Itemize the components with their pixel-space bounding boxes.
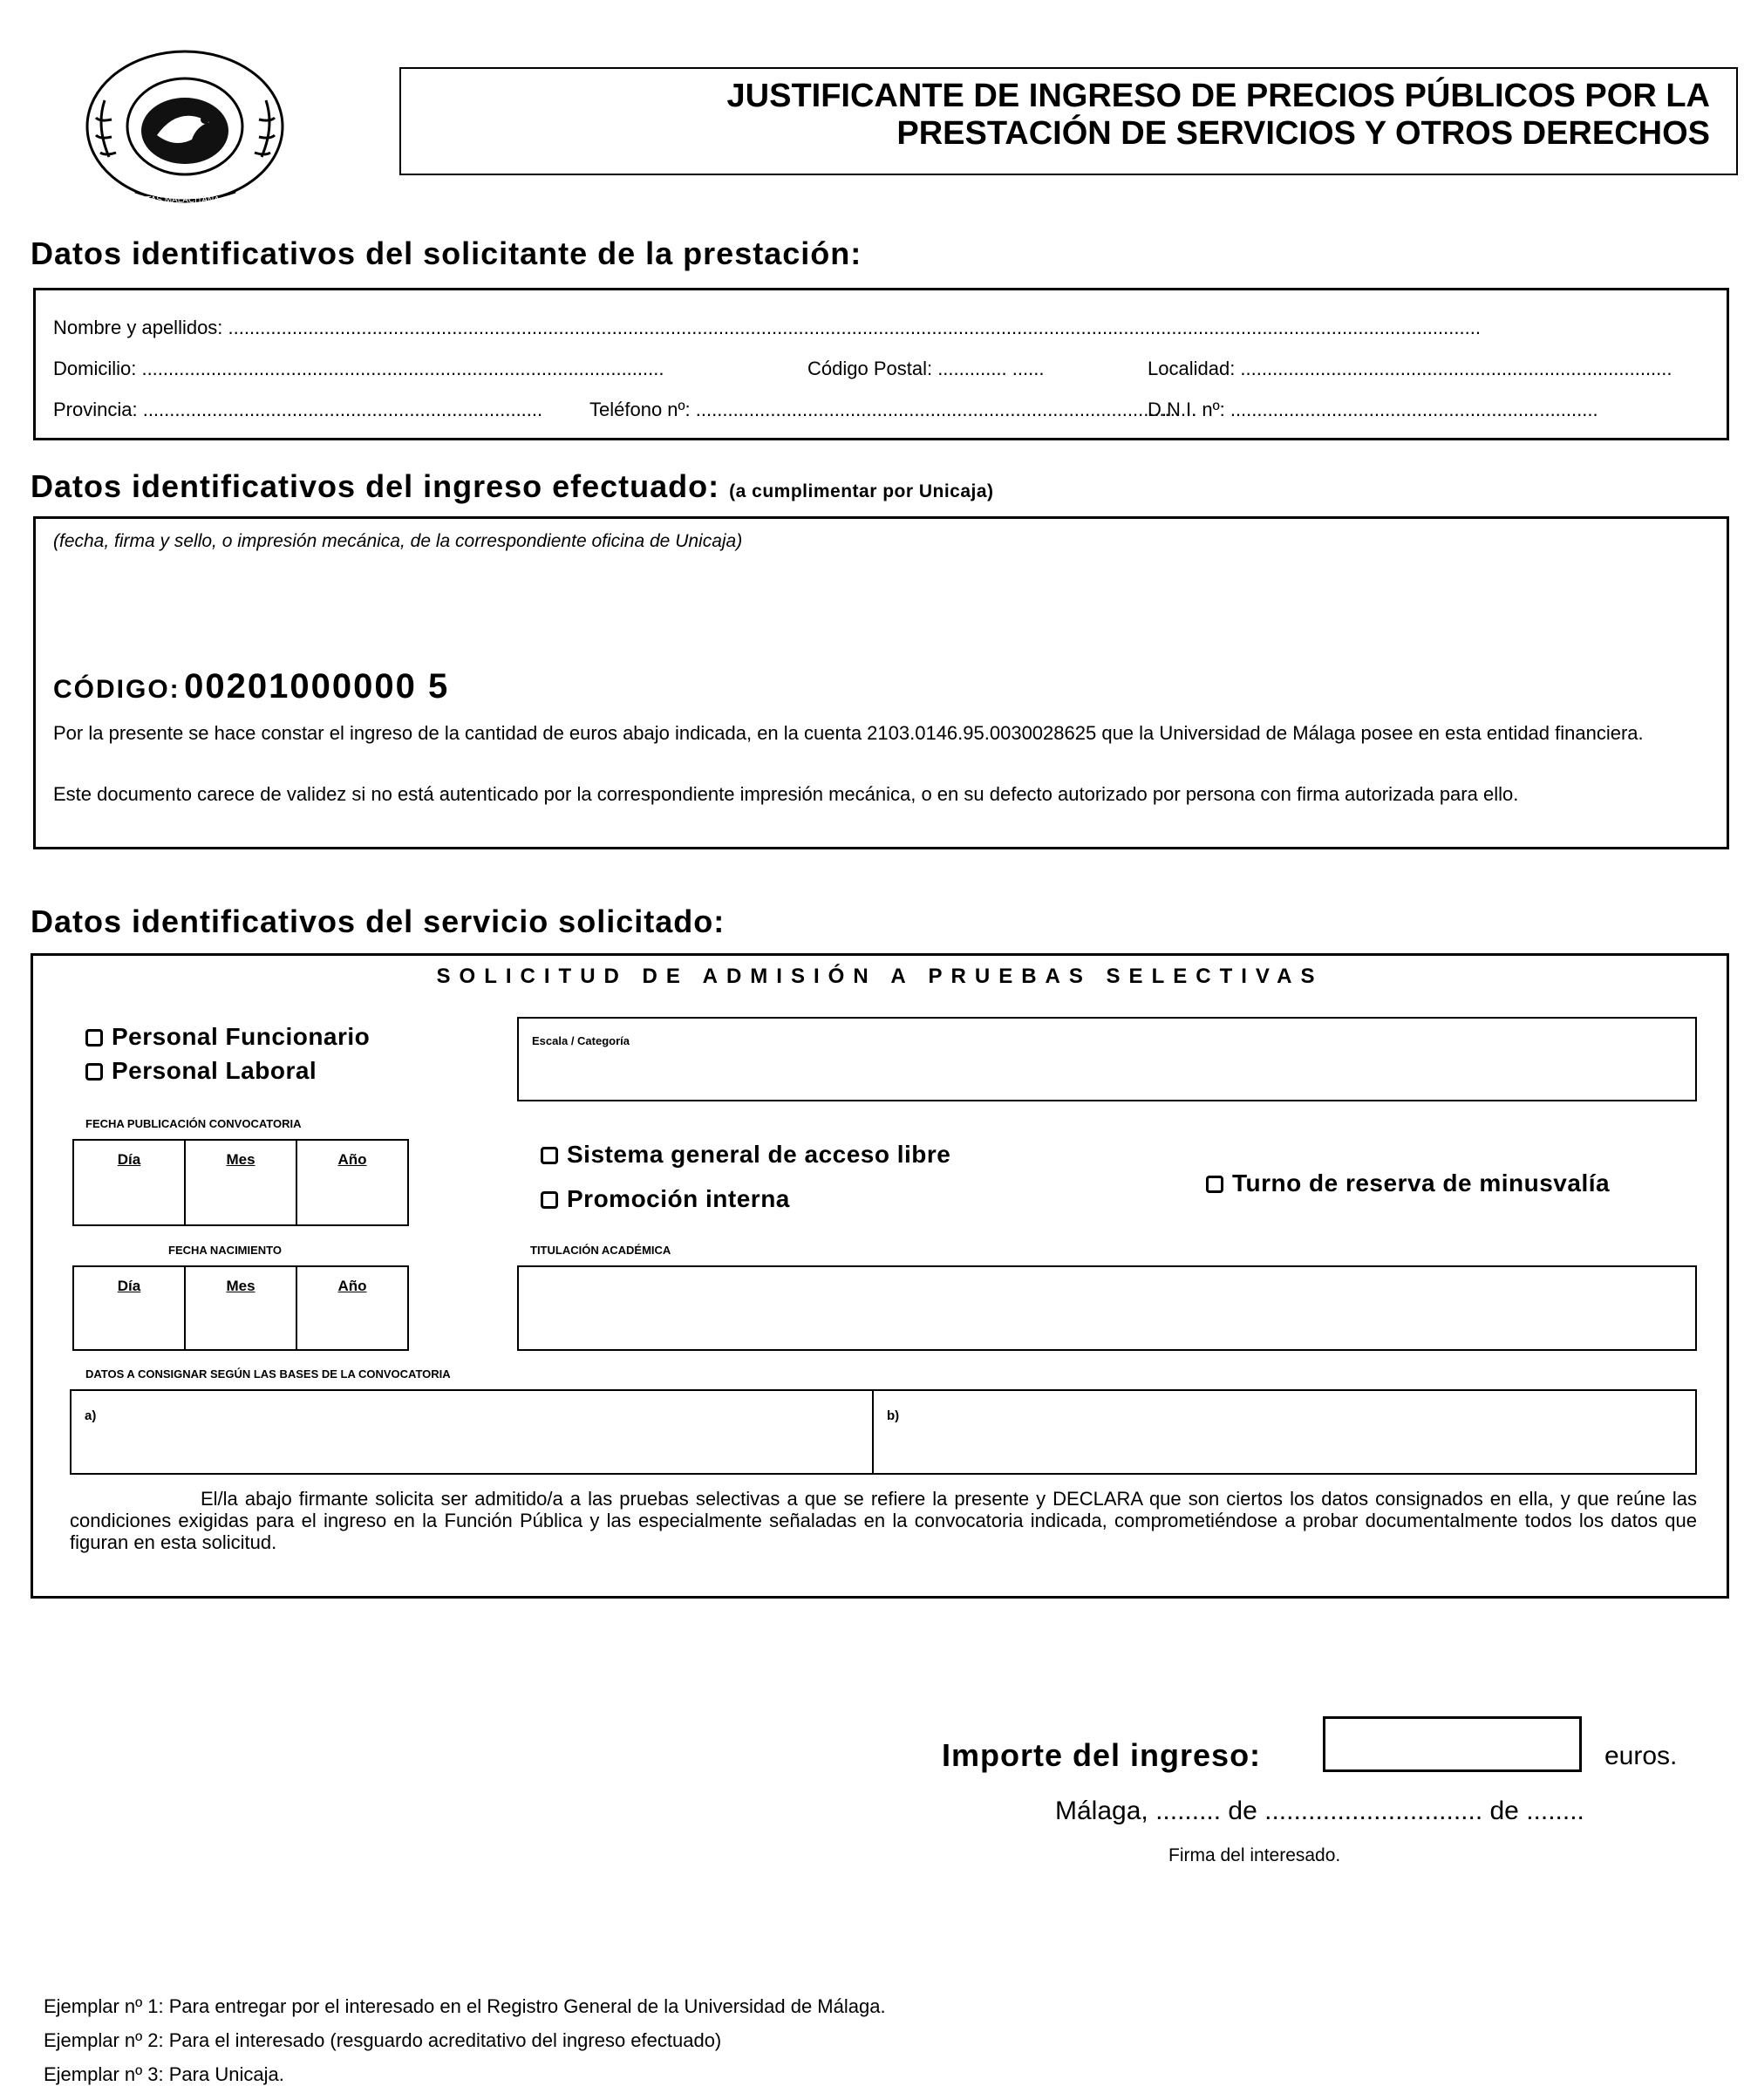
personal-laboral-option[interactable] bbox=[85, 1057, 317, 1085]
title-box bbox=[399, 67, 1738, 175]
field-b-box[interactable] bbox=[872, 1389, 1697, 1475]
payment-heading-text: Datos identificativos del ingreso efectuado: bbox=[31, 468, 720, 504]
payment-heading-note: (a cumplimentar por Unicaja) bbox=[729, 481, 994, 501]
nac-dia-label: Día bbox=[117, 1278, 141, 1294]
declaration-text: El/la abajo firmante solicita ser admitido/a a las pruebas selectivas a que se refiere la presente y DECLARA que son ciertos los datos consignados en ella, y que reúne las condiciones exigidas para el ingreso en la Función Pública y las especialmente señaladas en la convocatoria indicada, comprometiéndose a probar documentalmente todos los datos que figuran en esta solicitud. bbox=[70, 1488, 1697, 1553]
sistema-general-option[interactable] bbox=[541, 1141, 950, 1169]
seal-emblem-icon bbox=[83, 48, 288, 205]
applicant-box bbox=[33, 288, 1729, 440]
malaga-date-line[interactable]: Málaga, ......... de .............................. de ........ bbox=[1055, 1797, 1584, 1825]
ejemplar-1: Ejemplar nº 1: Para entregar por el interesado en el Registro General de la Universidad de Málaga. bbox=[44, 1995, 886, 2017]
personal-funcionario-checkbox[interactable] bbox=[85, 1029, 103, 1047]
field-a-box[interactable] bbox=[70, 1389, 874, 1475]
pub-ano-label: Año bbox=[337, 1151, 367, 1168]
promocion-interna-option[interactable] bbox=[541, 1185, 790, 1213]
personal-laboral-label: Personal Laboral bbox=[112, 1057, 317, 1084]
payment-heading bbox=[31, 468, 994, 505]
codigo-value: 00201000000 5 bbox=[184, 667, 450, 706]
personal-funcionario-label: Personal Funcionario bbox=[112, 1023, 371, 1050]
nac-dia-cell[interactable] bbox=[72, 1265, 186, 1351]
personal-laboral-checkbox[interactable] bbox=[85, 1063, 103, 1081]
turno-reserva-option[interactable] bbox=[1206, 1169, 1610, 1197]
turno-reserva-checkbox[interactable] bbox=[1206, 1176, 1223, 1193]
personal-funcionario-option[interactable] bbox=[85, 1023, 370, 1051]
sistema-general-label: Sistema general de acceso libre bbox=[567, 1141, 951, 1168]
dni-field[interactable]: D.N.I. nº: ..................................................................... bbox=[1148, 399, 1598, 420]
datos-consignar-label: DATOS A CONSIGNAR SEGÚN LAS BASES DE LA CONVOCATORIA bbox=[85, 1367, 451, 1381]
university-seal bbox=[83, 48, 288, 205]
firma-label: Firma del interesado. bbox=[1168, 1845, 1341, 1865]
nac-ano-label: Año bbox=[337, 1278, 367, 1294]
ejemplar-2: Ejemplar nº 2: Para el interesado (resguardo acreditativo del ingreso efectuado) bbox=[44, 2029, 722, 2051]
service-heading: Datos identificativos del servicio solicitado: bbox=[31, 903, 726, 939]
turno-reserva-label: Turno de reserva de minusvalía bbox=[1232, 1169, 1611, 1197]
field-b-label: b) bbox=[887, 1408, 900, 1423]
telefono-field[interactable]: Teléfono nº: .............................................................................................. bbox=[589, 399, 1197, 420]
seal-text: UNIVERSITAS MALACITANA bbox=[105, 195, 220, 205]
pub-ano-cell[interactable] bbox=[296, 1139, 409, 1226]
applicant-heading: Datos identificativos del solicitante de la prestación: bbox=[31, 235, 862, 271]
escala-box[interactable] bbox=[517, 1017, 1697, 1101]
importe-input-box[interactable] bbox=[1323, 1716, 1582, 1772]
form-title: SOLICITUD DE ADMISIÓN A PRUEBAS SELECTIVAS bbox=[436, 965, 1324, 988]
ejemplar-3: Ejemplar nº 3: Para Unicaja. bbox=[44, 2063, 284, 2085]
importe-label: Importe del ingreso: bbox=[942, 1737, 1262, 1773]
codigo-label: CÓDIGO: bbox=[53, 675, 181, 704]
nac-ano-cell[interactable] bbox=[296, 1265, 409, 1351]
payment-box bbox=[33, 516, 1729, 849]
field-a-label: a) bbox=[85, 1408, 97, 1423]
domicilio-field[interactable]: Domicilio: .................................................................................................. bbox=[53, 358, 664, 379]
pub-mes-cell[interactable] bbox=[184, 1139, 297, 1226]
promocion-interna-label: Promoción interna bbox=[567, 1185, 790, 1212]
sistema-general-checkbox[interactable] bbox=[541, 1147, 558, 1164]
payment-paragraph-2: Este documento carece de validez si no está autenticado por la correspondiente impresión mecánica, o en su defecto autorizado por persona con firma autorizada para ello. bbox=[53, 783, 1519, 805]
escala-label: Escala / Categoría bbox=[532, 1034, 630, 1047]
titulacion-label: TITULACIÓN ACADÉMICA bbox=[530, 1244, 671, 1257]
title-line-1: JUSTIFICANTE DE INGRESO DE PRECIOS PÚBLICOS POR LA bbox=[726, 78, 1710, 114]
titulacion-box[interactable] bbox=[517, 1265, 1697, 1351]
promocion-interna-checkbox[interactable] bbox=[541, 1191, 558, 1209]
pub-dia-cell[interactable] bbox=[72, 1139, 186, 1226]
title-line-2: PRESTACIÓN DE SERVICIOS Y OTROS DERECHOS bbox=[896, 115, 1710, 152]
nombre-field[interactable]: Nombre y apellidos: ........................................................................................................................................................................................................................................... bbox=[53, 317, 1481, 338]
fecha-nacimiento-label: FECHA NACIMIENTO bbox=[168, 1244, 282, 1257]
euros-label: euros. bbox=[1604, 1742, 1678, 1770]
bank-note: (fecha, firma y sello, o impresión mecánica, de la correspondiente oficina de Unicaja) bbox=[53, 531, 743, 551]
localidad-field[interactable]: Localidad: ................................................................................. bbox=[1148, 358, 1672, 379]
provincia-field[interactable]: Provincia: ........................................................................... bbox=[53, 399, 543, 420]
codigo-postal-field[interactable]: Código Postal: ............. ...... bbox=[807, 358, 1045, 379]
service-box bbox=[31, 953, 1729, 1599]
codigo-line bbox=[53, 667, 449, 706]
nac-mes-cell[interactable] bbox=[184, 1265, 297, 1351]
fecha-publicacion-label: FECHA PUBLICACIÓN CONVOCATORIA bbox=[85, 1117, 302, 1130]
pub-dia-label: Día bbox=[117, 1151, 141, 1168]
payment-paragraph-1: Por la presente se hace constar el ingreso de la cantidad de euros abajo indicada, en la cuenta 2103.0146.95.0030028625 que la Universidad de Málaga posee en esta entidad financiera. bbox=[53, 722, 1644, 744]
pub-mes-label: Mes bbox=[226, 1151, 255, 1168]
nac-mes-label: Mes bbox=[226, 1278, 255, 1294]
